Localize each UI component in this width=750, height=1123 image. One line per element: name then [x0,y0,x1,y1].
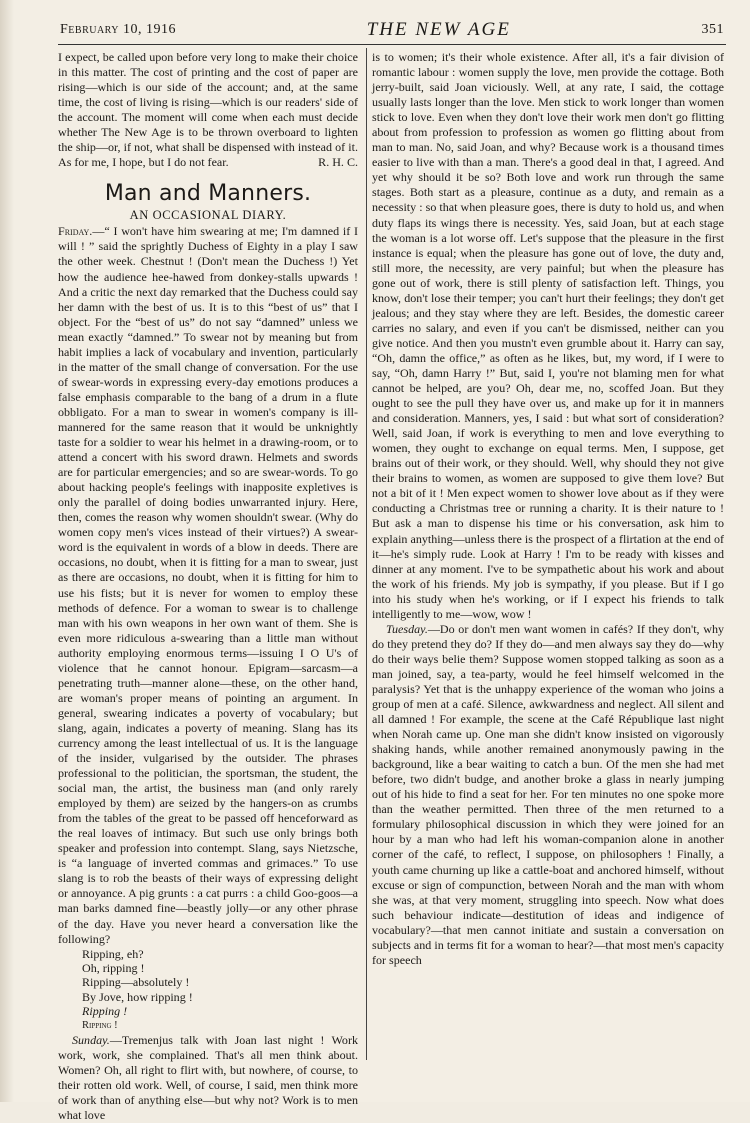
intro-signature: R. H. C. [318,155,358,170]
verse-line: Ripping, eh? [82,946,144,961]
tuesday-text: —Do or don't men want women in cafés? If they don't, why do they pretend they do? If they do—and men always say they do—why do their ways belie them? Suppose women stopped talking as soon as a man joined, say, a tea-party, would he feel himself welcomed in the paralysis? Yet that is the unhappy experience of the woman who joins a group of men at a café. Silence, awkwardness and neglect. All silent and all damned ! For example, the scene at the Café République last night when Norah came up. One man she didn't know insisted on vigorously shaking hands, while another remained anonymously pawing in the background, like a bear waiting to catch a bun. Of the men she had met before, two didn't budge, and another broke a glass in nearly jumping out of his hide to find a seat for her. For ten minutes no one spoke more than the weather permitted. Then three of the men returned to a formulary philosophical discussion in which they were joined for an hour by a man who had left his woman-companion alone in another corner of the café, to reflect, I suppose, on philosophers ! Finally, a youth came churning up like a cattle-boat and anchored himself, without excuse or sign of compunction, between Norah and the man with whom she was, at that very moment, struggling into speech. Now what does such behaviour indicate—destitution of ideas and indigence of vocabulary?—that men cannot initiate and sustain a conversation on subjects and in terms fit for a woman to hear?—that most men's capacity for speech [372,621,724,967]
verse-line: By Jove, how ripping ! [82,989,193,1004]
issue-date: February 10, 1916 [60,22,177,37]
left-column [58,50,358,1123]
article-title: Man and Manners. [104,181,312,207]
sunday-label: Sunday. [72,1033,110,1048]
intro-paragraph [58,50,358,170]
page-number: 351 [701,22,724,37]
column-divider [366,48,367,1060]
sunday-text: —Tremenjus talk with Joan last night ! Work work, work, she complained. That's all men think about. Women? Oh, all right to flirt with, but nowhere, of course, to their rotten old work. Well, of course, I said, men think more of work than of anything else—but why not? Work is to men what love [58,1033,358,1123]
tuesday-entry [372,622,724,968]
binding-shadow [0,0,14,1102]
friday-text: —“ I won't have him swearing at me; I'm damned if I will ! ” said the sprightly Duchess of Eighty in a play I saw the other week. Chestnut ! (Don't mean the Duchess !) Yet how the audience hee-hawed from donkey-stalls upwards ! And a critic the next day remarked that the Duchess could say her damn with the best of us. It is to this “best of us” that I object. For the “best of us” do not say “damned” unless we mean exactly “damned.” To swear not by meaning but from habit implies a lack of vocabulary and invention, particularly in the matter of the small change of conversation. For the use of swear-words in expressing every-day emotions produces a false emphasis comparable to the bang of a drum in a flute obbligato. For a man to swear in women's company is ill-mannered for the same reason that it would be unknightly taste for a soldier to wear his helmet in a drawing-room, or to attend a concert with his sword drawn. Helmets and swords are for particular emergencies; and so are swear-words. To go about hacking people's feelings with inapposite expletives is only the parallel of doing bodies unwarranted injury. Here, then, comes the reason why women shouldn't swear. (Why do women copy men's vices instead of their virtues?) A swear-word is the equivalent in words of a blow in deeds. There are occasions, no doubt, when it is fitting for a man to swear, just as there are occasions, no doubt, when it is fitting for him to use his fists; but it is never for women to employ these methods of defence. For a woman to swear is to challenge man with his own weapons in her own want of them. She is even more ridiculous a-swearing than a little man without authority employing enormous terms—issuing I O U's of violence that he cannot honour. Epigram—sarcasm—a penetrating truth—manner alone—these, on the other hand, are woman's proper means of pointing an argument. In general, swearing indicates a poverty of vocabulary; but slang, again, indicates a poverty of meaning. Slang has its currency among the least intellectual of us. It is the language of the insider, vulgarised by the outsider. The phrases professional to the politician, the sportsman, the student, the social man, the artist, the business man (and only rarely employed by them) are seized by the hangers-on as crumbs from the tables of the great to be passed off henceforward as the real loaves of intimacy. But such use only brings both speaker and profession into contempt. Slang, says Nietzsche, is “a language of inverted commas and grimaces.” To use slang is to rob the beasts of their ways of expressing delight or annoyance. A pig grunts : a cat purrs : a child Goo-goos—a man barks damned fine—beastly jolly—or any other phrase of the day. Have you never heard a conversation like the following? [58,224,358,946]
continued-paragraph: is to women; it's their whole existence. After all, it's a fair division of romantic labour : women supply the love, men provide the cottage. Both jerry-built, said Joan viciously. Well, at any rate, I said, the cottage usually lasts longer than the love. Men stick to work longer than women stick to love. Even when they don't love their work men don't go flitting about from profession to profession as women go flitting about from man to man. No, said Joan, and why? Because work is a thousand times easier to live with than a man. There's a good deal in that, I agreed. And yet why should it be so? Both love and work run through the same stages. Both start as a pleasure, continue as a duty, and remain as a necessity : so that when pleasure goes, there is duty to hold us, and when duty flaps its wings there is necessity. Yes, said Joan, but at each stage the woman is a lot worse off. Let's suppose that the pleasure in the first instance is equal; when the pleasure has gone out of love, the duty and, still more, the necessity, are very painful; but when the pleasure has gone out of work, there is still plenty of satisfaction left. Things, you know, don't lose their temper; you can't hurt their feelings; they don't get jealous; and they stay where they are left. Besides, the domestic career carries no salary, and even if you can't be dismissed, neither can you give notice. And then you mustn't even grumble about it. Harry can say, “Oh, damn the office,” as often as he likes, but, my word, if I were to say, “Oh, damn Harry !” But, said I, you're not blaming men for what cannot be helped, are you? Oh, dear me, no, scoffed Joan. But they ought to see the pull they have over us, and make up for it in manners and consideration. Manners, yes, I said : but what sort of consideration? Well, said Joan, if work is everything to men and love everything to women, they ought to exchange on equal terms. Men, I suppose, get brains out of their work, or they should. Well, why should they not give their brains to women, as women are supposed to give them love? But not a bit of it ! Men expect women to shower love about as if they were conducting a Christmas tree or running a charity. It is their nature to ! But ask a man to dispense his time or his conversation, ask him to explain anything—unless there is the prospect of a flirtation at the end of it—he's simply rude. Look at Harry ! I'm to be ready with kisses and dinner at any moment. I've to be sympathetic about his work and about the work of his friends. My job is sympathy, if you please. But if I go into his study when he's working, or if I expect his friends to talk intelligently to me—wow, wow ! [372,50,724,621]
tuesday-label: Tuesday. [386,621,428,636]
verse-line: Ripping—absolutely ! [82,975,190,990]
masthead: THE NEW AGE [366,19,511,40]
friday-entry [58,224,358,946]
sunday-entry [58,1033,358,1123]
verse-line: Oh, ripping ! [82,961,145,976]
article-subtitle: AN OCCASIONAL DIARY. [129,208,287,223]
page-header [60,18,724,42]
intro-text: I expect, be called upon before very long to make their choice in this matter. The cost of printing and the cost of paper are rising—which is our side of the account; and, at the same time, the cost of living is rising—which is our readers' side of the account. The moment will come when each must decide whether The New Age is to be thrown overboard to lighten the ship—or, if not, what shall be dispensed with instead of it. As for me, I hope, but I do not fear. [58,50,358,170]
ripping-verse [82,947,358,1033]
friday-label: Friday. [58,224,93,239]
verse-line: Ripping ! [82,1019,118,1031]
right-column [372,50,724,968]
header-rule [58,44,726,45]
verse-line: Ripping ! [82,1004,128,1019]
